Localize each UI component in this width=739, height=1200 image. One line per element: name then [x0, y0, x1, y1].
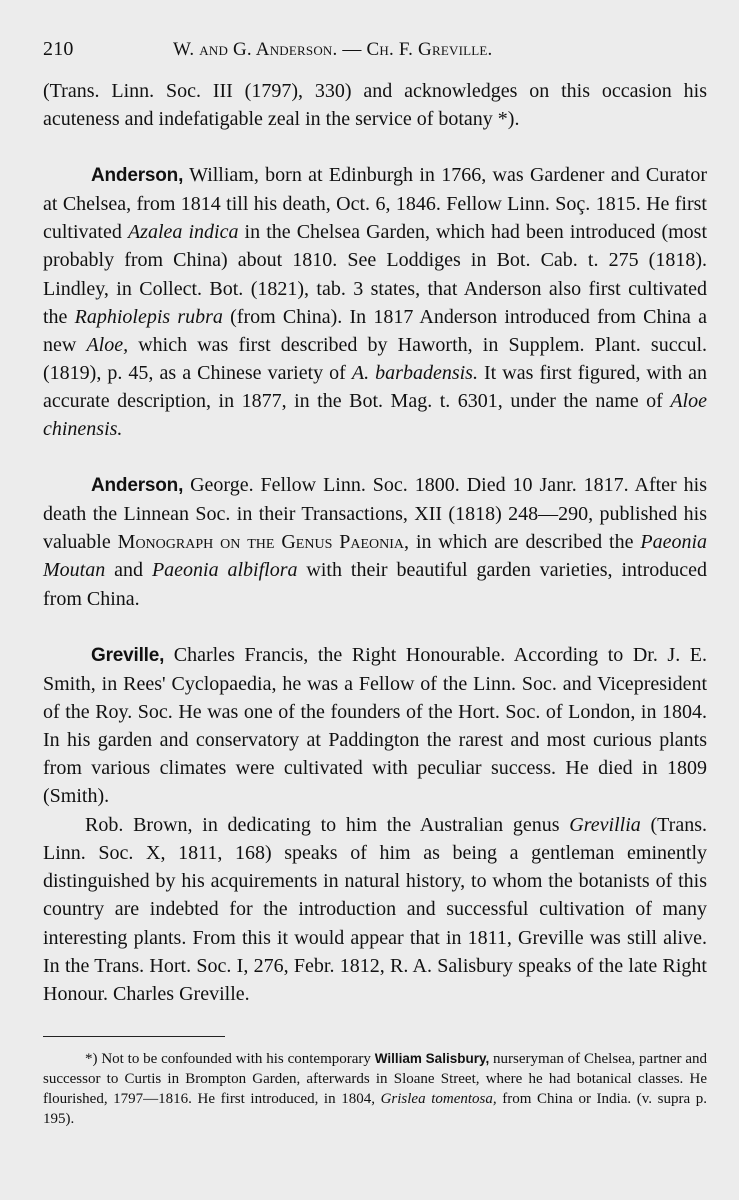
footnote-rule [43, 1036, 225, 1037]
genus-name: Grevillia [569, 814, 641, 837]
species-name: Aloe chinensis. [43, 389, 707, 441]
entry-text: William, born at Edinburgh in 1766, was Gardener and Curator at Chelsea, from 1814 till his death, Oct. 6, 1846. Fellow Linn. Soç. 1815. He first cultivated [43, 164, 707, 244]
species-name: Paeonia albiflora [151, 559, 298, 582]
footnote-text: from China or India. (v. supra p. 195). [43, 1090, 707, 1127]
entry-william-anderson [43, 161, 707, 443]
entry-paragraph [43, 471, 707, 612]
entry-text: Charles Francis, the Right Honourable. According to Dr. J. E. Smith, in Rees' Cyclopaedia, he was a Fellow of the Linn. Soc. and Vicepresident of the Roy. Soc. He was one of the founders of the Hort. Soc. of London, in 1804. In his garden and conservatory at Paddington the rarest and most curious plants from various climates were cultivated with peculiar success. He died in 1809 (Smith). [43, 643, 707, 808]
entry-text: with their beautiful garden varieties, introduced from China. [43, 559, 707, 610]
footnote-name: William Salisbury, [374, 1050, 490, 1066]
entry-text: which was first described by Haworth, in Supplem. Plant. succul. (1819), p. 45, as a Chinese variety of [43, 333, 708, 384]
entry-text: It was first figured, with an accurate description, in 1877, in the Bot. Mag. t. 6301, under the name of [43, 361, 708, 412]
entry-text: and [105, 559, 152, 582]
footnote-text: nurseryman of Chelsea, partner and successor to Curtis in Brompton Garden, afterwards in Sloane Street, where he had botanical classes. He flourished, 1797—1816. He first introduced, in 1804, [43, 1050, 708, 1107]
species-name: Aloe, [86, 333, 129, 356]
species-name: Azalea indica [127, 221, 239, 244]
entry-text: in which are described the [409, 531, 641, 554]
species-name: Raphiolepis rubra [74, 305, 223, 328]
entry-paragraph [43, 161, 707, 443]
entry-text: Rob. Brown, in dedicating to him the Australian genus [85, 814, 570, 837]
running-head [43, 38, 707, 61]
opening-paragraph: (Trans. Linn. Soc. III (1797), 330) and acknowledges on this occasion his acuteness and indefatigable zeal in the service of botany *). [43, 80, 707, 131]
entry-text: (from China). In 1817 Anderson introduced from China a new [43, 305, 707, 356]
entry-paragraph [43, 811, 707, 1008]
running-head-title: W. and G. Anderson. — Ch. F. Greville. [173, 39, 493, 60]
species-name: Grislea tomentosa, [380, 1090, 497, 1107]
species-name: A. barbadensis. [351, 361, 478, 384]
entry-greville [43, 641, 707, 1008]
page-number: 210 [43, 38, 74, 60]
entry-name: Anderson, [91, 475, 184, 497]
body-text [43, 77, 707, 1008]
footnote-marker: *) [85, 1050, 98, 1067]
entry-text: (Trans. Linn. Soc. X, 1811, 168) speaks of him as being a gentleman eminently distinguished by his acquirements in natural history, to whom the botanists of this country are indebted for the introduction and successful cultivation of many interesting plants. From this it would appear that in 1811, Greville was still alive. In the Trans. Hort. Soc. I, 276, Febr. 1812, R. A. Salisbury speaks of the late Right Honour. Charles Greville. [43, 814, 707, 1005]
entry-paragraph [43, 641, 707, 811]
entry-name: Anderson, [91, 165, 184, 187]
entry-george-anderson [43, 471, 707, 612]
entry-text: George. Fellow Linn. Soc. 1800. Died 10 Janr. 1817. After his death the Linnean Soc. in their Transactions, XII (1818) 248—290, published his valuable [43, 474, 707, 554]
entry-text: in the Chelsea Garden, which had been introduced (most probably from China) about 1810. See Loddiges in Bot. Cab. t. 275 (1818). Lindley, in Collect. Bot. (1821), tab. 3 states, that Anderson also first cultivated the [43, 221, 707, 328]
footnote [43, 1049, 707, 1129]
footnote-text: Not to be confounded with his contemporary [97, 1050, 375, 1067]
species-name: Paeonia Moutan [43, 531, 708, 582]
monograph-title: Monograph on the Genus Paeonia, [117, 531, 410, 554]
footnote-paragraph [43, 1049, 707, 1129]
entry-name: Greville, [91, 644, 165, 666]
